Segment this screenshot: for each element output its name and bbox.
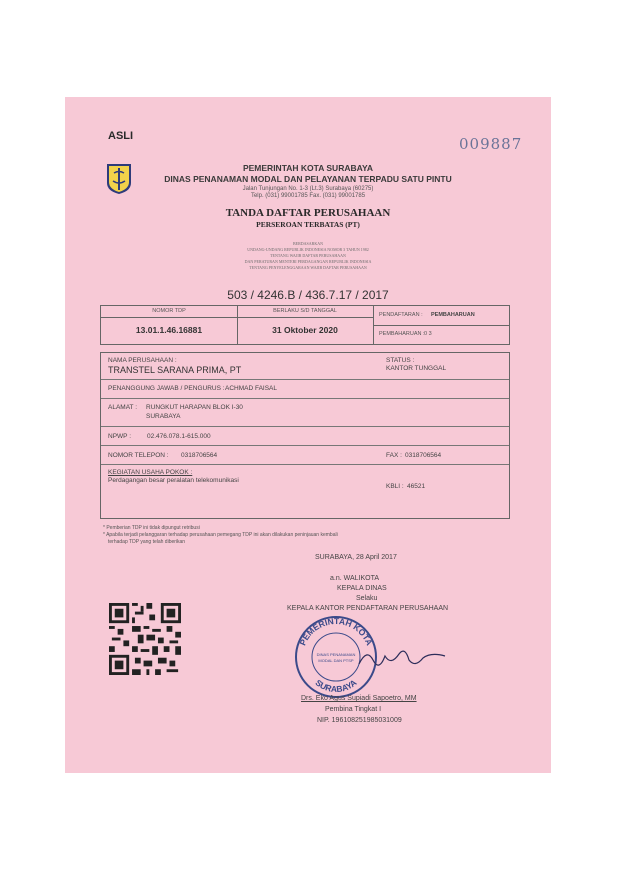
selaku: Selaku [356, 595, 378, 602]
npwp-value: 02.476.078.1-615.000 [147, 433, 211, 440]
kepala-kantor: KEPALA KANTOR PENDAFTARAN PERUSAHAAN [287, 605, 449, 612]
legal-basis-line: TENTANG PENYELENGGARAAN WAJIB DAFTAR PERUSAHAAN [249, 265, 367, 270]
telepon-value: 0318706564 [181, 452, 218, 459]
stamp-top-text: PEMERINTAH KOTA [297, 615, 375, 647]
pendaftaran-value: PEMBAHARUAN [431, 312, 475, 318]
nomor-tdp-value: 13.01.1.46.16881 [135, 325, 203, 335]
stamp-inner-line: DINAS PENANAMAN [316, 652, 356, 657]
fax-label: FAX : [386, 452, 402, 459]
tdp-table [100, 305, 510, 345]
handwritten-signature [357, 642, 447, 672]
note-item: * Pemberian TDP ini tidak dipungut retribusi [103, 525, 200, 531]
kegiatan-label: KEGIATAN USAHA POKOK : [108, 469, 193, 476]
company-info-box [100, 352, 510, 519]
signatory-name: Drs. Eko Agus Supiadi Sapoetro, MM [301, 695, 417, 702]
stamp-inner-line: MODAL DAN PTSP [318, 658, 354, 663]
fax-value: 0318706564 [405, 452, 442, 459]
kbli-label: KBLI : [386, 483, 404, 490]
agency-name: DINAS PENANAMAN MODAL DAN PELAYANAN TERPADU SATU PINTU [164, 174, 452, 184]
serial-number: 009887 [459, 135, 523, 153]
kbli-value: 46521 [407, 483, 426, 490]
status-label: STATUS : [386, 357, 415, 364]
registration-number: 503 / 4246.B / 436.7.17 / 2017 [227, 288, 389, 302]
header-pembaharuan: PEMBAHARUAN : [379, 331, 425, 337]
government-name: PEMERINTAH KOTA SURABAYA [242, 163, 374, 173]
penanggung-label: PENANGGUNG JAWAB / PENGURUS : [108, 385, 225, 392]
penanggung-value: ACHMAD FAISAL [225, 385, 278, 392]
signatory-nip: NIP. 196108251985031009 [317, 717, 402, 724]
npwp-label: NPWP : [108, 433, 131, 440]
signatory-rank: Pembina Tingkat I [325, 706, 382, 713]
alamat-line1: RUNGKUT HARAPAN BLOK I-30 [146, 404, 243, 411]
kegiatan-value: Perdagangan besar peralatan telekomunikasi [108, 477, 239, 484]
header-nomor-tdp: NOMOR TDP [152, 308, 186, 314]
note-item: terhadap TDP yang telah diberikan [108, 539, 186, 545]
place-date: SURABAYA, 28 April 2017 [315, 554, 397, 561]
note-item: * Apabila terjadi pelanggaran terhadap perusahaan pemegang TDP ini akan dilakukan peninjauan kembali [103, 532, 338, 538]
certificate-sheet [65, 97, 551, 773]
document-subtitle: PERSEROAN TERBATAS (PT) [256, 220, 360, 229]
legal-basis-line: UNDANG-UNDANG REPUBLIK INDONESIA NOMOR 3 TAHUN 1982 [247, 247, 369, 252]
agency-address: Jalan Tunjungan No. 1-3 (Lt.3) Surabaya (60275) [242, 186, 374, 192]
status-value: KANTOR TUNGGAL [386, 365, 447, 372]
company-name: TRANSTEL SARANA PRIMA, PT [108, 365, 242, 375]
legal-basis-line: BERDASARKAN [292, 241, 323, 246]
legal-basis-line: DAN PERATURAN MENTERI PERDAGANGAN REPUBLIK INDONESIA [244, 259, 372, 264]
agency-phone: Telp. (031) 99001785 Fax. (031) 99001785 [250, 193, 366, 199]
kepala-dinas: KEPALA DINAS [337, 585, 387, 592]
company-name-label: NAMA PERUSAHAAN : [108, 357, 177, 364]
pembaharuan-value: 0 3 [424, 331, 432, 337]
stamp-bottom-text: SURABAYA [313, 677, 359, 695]
document-title: TANDA DAFTAR PERUSAHAAN [225, 207, 391, 219]
legal-basis-line: TENTANG WAJIB DAFTAR PERUSAHAAN [270, 253, 346, 258]
telepon-label: NOMOR TELEPON : [108, 452, 169, 459]
qr-code [109, 603, 181, 675]
alamat-label: ALAMAT : [108, 404, 138, 411]
alamat-line2: SURABAYA [146, 413, 181, 420]
header-berlaku: BERLAKU S/D TANGGAL [273, 308, 337, 314]
asli-label: ASLI [108, 130, 134, 142]
svg-text:SURABAYA [313, 677, 358, 694]
on-behalf: a.n. WALIKOTA [330, 575, 380, 582]
header-pendaftaran: PENDAFTARAN : [379, 312, 423, 318]
berlaku-value: 31 Oktober 2020 [272, 325, 338, 335]
